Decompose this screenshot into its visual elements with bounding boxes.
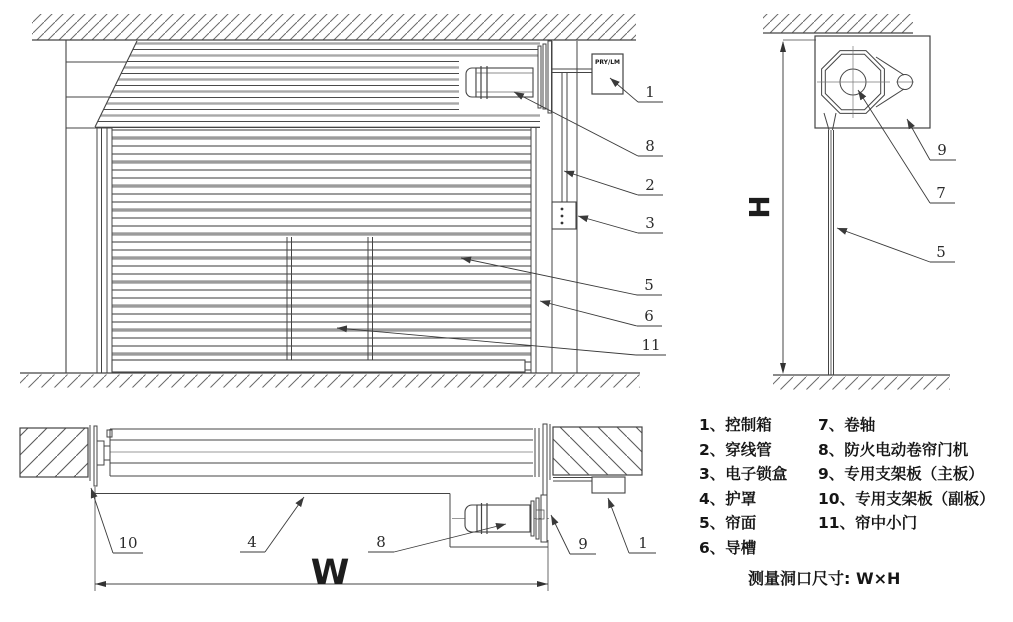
ceiling-hatch-band — [763, 14, 913, 33]
plan-section-view — [20, 424, 656, 593]
legend-item: 1、控制箱 — [699, 416, 772, 434]
mounting-flange-bar — [543, 44, 546, 109]
side-ceiling-hatch — [763, 14, 913, 33]
dim-arrow-down — [780, 363, 786, 374]
callout-number: 10 — [118, 534, 138, 552]
floor-hatch — [773, 377, 950, 390]
lock-box-dot — [561, 222, 564, 225]
callout-bracket-secondary — [91, 488, 143, 553]
legend-item: 3、电子锁盒 — [699, 465, 788, 484]
legend-item: 2、穿线管 — [699, 440, 772, 459]
callout-number: 5 — [936, 243, 946, 261]
right-wall-block — [553, 427, 642, 475]
dim-arrow-right — [537, 581, 548, 587]
motor-end-cap — [466, 68, 476, 97]
callout-lock-box — [578, 214, 663, 233]
callout-number: 8 — [645, 137, 655, 155]
motor-end-cap — [465, 505, 477, 532]
legend-item: 7、卷轴 — [818, 416, 876, 434]
bearing-block — [97, 441, 104, 465]
roller-plan — [107, 428, 539, 477]
height-dim-label: H — [743, 195, 776, 219]
side-section-view — [743, 14, 956, 390]
control-box-plan — [592, 477, 625, 493]
mounting-flange-bar — [538, 46, 541, 108]
dim-arrow-up — [780, 41, 786, 52]
control-box-front — [592, 54, 623, 94]
height-dimension — [743, 40, 816, 374]
lock-box — [552, 202, 576, 229]
callout-number: 8 — [376, 533, 386, 551]
callout-bracket-main-plan — [551, 515, 596, 554]
front-floor — [20, 373, 640, 388]
callout-number: 3 — [645, 214, 655, 232]
bracket-plate-edge — [548, 41, 552, 113]
callout-number: 6 — [644, 307, 654, 325]
callout-number: 1 — [638, 534, 648, 552]
legend-item: 8、防火电动卷帘门机 — [818, 440, 969, 459]
legend-item: 4、护罩 — [699, 489, 757, 508]
legend-column-2 — [818, 413, 995, 536]
mounting-flange-bar — [531, 501, 534, 536]
callout-number: 4 — [247, 533, 257, 551]
callout-number: 9 — [937, 141, 947, 159]
callout-number: 2 — [645, 176, 655, 194]
legend-item: 9、专用支架板（主板） — [818, 465, 984, 484]
lock-box-dot — [561, 208, 564, 211]
curtain-slats — [112, 128, 531, 373]
side-curtain — [824, 113, 836, 375]
callout-number: 5 — [644, 276, 654, 294]
floor-hatch — [20, 375, 640, 388]
callout-hood-cover — [240, 497, 304, 552]
callout-curtain-side — [837, 228, 955, 262]
legend-column-1 — [699, 413, 787, 561]
side-floor — [773, 375, 950, 390]
measurement-note: 测量洞口尺寸: W×H — [748, 569, 901, 588]
left-wall-block — [20, 428, 88, 477]
lock-box-dot — [561, 215, 564, 218]
callout-number: 11 — [641, 336, 661, 354]
callout-number: 7 — [936, 184, 946, 202]
legend-item: 11、帘中小门 — [818, 514, 918, 533]
conduit-front — [562, 73, 567, 202]
control-box-brand-label: PRY/LM — [594, 59, 621, 66]
callout-control-box-plan — [608, 498, 656, 553]
motor-body — [476, 68, 533, 97]
front-elevation-view — [20, 14, 666, 388]
callout-number: 1 — [645, 83, 655, 101]
bearing-hub — [104, 446, 110, 460]
legend-item: 10、专用支架板（副板） — [818, 489, 995, 508]
ceiling-hatch-band — [32, 14, 636, 40]
mounting-flange-bar — [536, 498, 539, 539]
callout-number: 9 — [578, 535, 588, 553]
width-dimension — [95, 487, 548, 593]
dim-arrow-left — [95, 581, 106, 587]
width-dim-label: W — [310, 553, 350, 593]
bottom-bar — [112, 360, 525, 372]
legend-item: 6、导槽 — [699, 538, 757, 557]
electronic-lock-box — [552, 202, 576, 229]
callout-conduit — [564, 171, 663, 195]
curtain-surface — [112, 128, 531, 373]
legend-item: 5、帘面 — [699, 514, 757, 533]
door-motor-plan — [452, 495, 549, 542]
plan-callouts — [91, 488, 656, 554]
callout-guide-rail — [540, 301, 662, 326]
motor-body — [477, 505, 530, 532]
front-ceiling-hatch — [32, 14, 636, 40]
